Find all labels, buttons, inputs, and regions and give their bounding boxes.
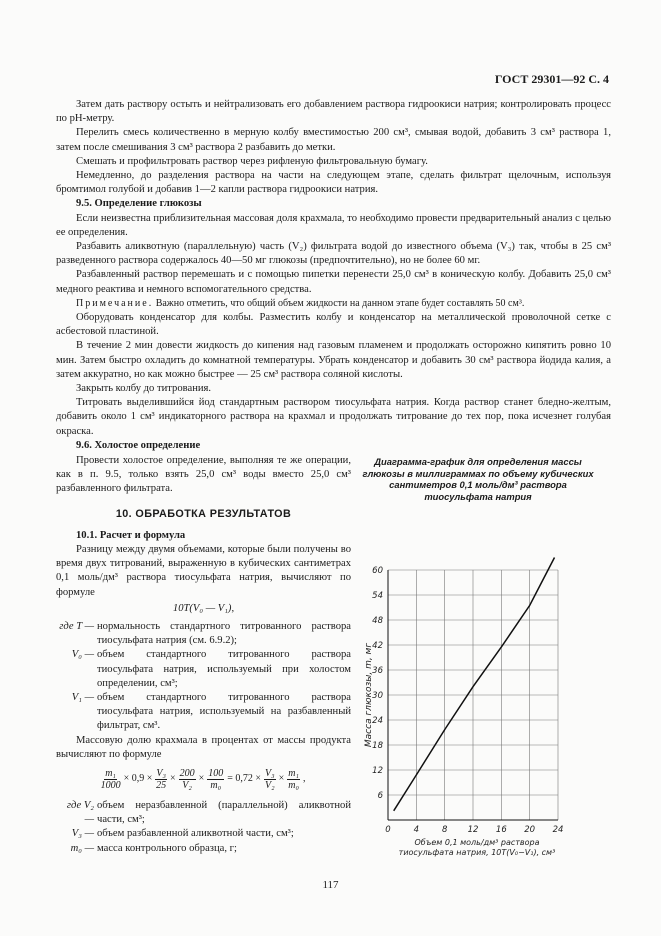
main-text-block [56,98,611,453]
definition-item [56,648,351,691]
left-column [56,454,351,856]
definition-symbol: m₀ — [70,842,94,854]
definition-text: объем стандартного титрованного раствора тиосульфата натрия, используемый при холостом определении, см³; [97,649,351,689]
note-text: Важно отметить, что общий объем жидкости на данном этапе будет составлять 50 см³. [153,297,525,309]
chart-y-tick-label: 42 [372,641,383,651]
chart-y-tick-label: 48 [372,616,383,626]
definition-symbol: V₀ — [71,649,94,661]
paragraph: Массовую долю крахмала в процентах от массы продукта вычисляют по формуле [56,734,351,760]
paragraph: Разбавленный раствор перемешать и с помощью пипетки перенести 25,0 см³ в коническую колбу. Добавить 25,0 см³ медного реактива и немного вспомогательного средства. [56,269,611,295]
chart-title: Диаграмма-график для определения массы глюкозы в миллиграммах по объему кубических сантиметров 0,1 моль/дм³ раствора тиосульфата натрия [362,456,594,502]
chart-ticks [372,566,563,835]
paragraph: Затем дать раствору остыть и нейтрализовать его добавлением раствора гидроокиси натрия; контролировать процесс по рН-метру. [56,99,611,125]
fraction: $\frac{\text{V₃}}{\text{V₂}}$ [265,768,275,792]
definition-item [56,827,351,841]
formula-difference: 10T(V₀ — V₁), [172,602,235,614]
section-heading-10: 10. ОБРАБОТКА РЕЗУЛЬТАТОВ [115,507,292,520]
chart-x-axis-label: Объем 0,1 моль/дм³ раствора [414,838,540,847]
definition-text: масса контрольного образца, г; [97,842,237,854]
chart-y-tick-label: 36 [372,666,383,676]
definition-symbol: V₁ — [71,692,94,704]
definition-text: объем неразбавленной (параллельной) аликвотной части, см³; [97,800,351,826]
section-heading-9-6: 9.6. Холостое определение [76,439,201,451]
paragraph: Разницу между двумя объемами, которые были получены во время двух титрований, выраженную в кубических сантиметрах 0,1 моль/дм³ раствора тиосульфата натрия, вычисляют по формуле [56,544,351,598]
definition-item [56,842,351,856]
fraction: $\frac{\text{m₁}}{1000}$ [100,768,121,792]
page-header: ГОСТ 29301—92 С. 4 [494,72,609,86]
note-label: Примечание. [76,297,154,309]
chart-x-tick-label: 20 [524,825,536,835]
paragraph: Оборудовать конденсатор для колбы. Разместить колбу и конденсатор на металлической проволочной сетке с асбестовой пластиной. [56,312,611,338]
section-heading-10-1: 10.1. Расчет и формула [76,529,186,541]
fraction: $\frac{\text{V₃}}{25}$ [156,768,167,792]
definition-text: нормальность стандартного титрованного раствора тиосульфата натрия (см. 6.9.2); [97,621,351,647]
fraction: $\frac{\text{m₁}}{\text{m₀}}$ [288,768,299,792]
paragraph: Разбавить аликвотную (параллельную) часть (V₂) фильтрата водой до известного объема (V₃) так, чтобы в 25 см³ разведенного раствора содержалось 40—50 мг глюкозы (предпочтительно), но не более 60 мг. [56,241,611,267]
chart-y-tick-label: 6 [377,791,383,801]
fraction: $\frac{200}{\text{V₂}}$ [179,768,195,792]
chart-y-tick-label: 60 [372,566,383,576]
chart-x-tick-label: 24 [552,825,564,835]
section-heading-9-5: 9.5. Определение глюкозы [76,198,202,210]
definition-text: объем разбавленной аликвотной части, см³; [97,828,294,840]
chart-y-tick-label: 24 [372,716,383,726]
definition-symbol: где V₂ — [66,800,94,826]
chart-x-axis-label-line2: тиосульфата натрия, 10T(V₀−V₁), см³ [398,848,556,857]
definition-item [56,799,351,827]
definition-item [56,691,351,734]
paragraph: Закрыть колбу до титрования. [76,383,212,395]
paragraph: Немедленно, до разделения раствора на части на следующем этапе, сделать фильтрат щелочным, используя бромтимол голубой и добавив 1—2 капли раствора гидроокиси натрия. [56,170,611,196]
chart-y-axis-label: Масса глюкозы, m, мг [364,642,374,748]
paragraph: Если неизвестна приблизительная массовая доля крахмала, то необходимо провести предварительный анализ с целью ее определения. [56,212,611,238]
paragraph: Провести холостое определение, выполняя те же операции, как в п. 9.5, только взять 25,0 см³ воды вместо 25,0 см³ разбавленного фильтрата. [56,455,351,495]
chart-series-line [394,558,555,811]
paragraph: В течение 2 мин довести жидкость до кипения над газовым пламенем и продолжать осторожно кипятить ровно 10 мин. Затем быстро охладить до комнатной температуры. Убрать конденсатор и добавить 30 см³ раствора йодида калия, а затем аккуратно, но как можно быстрее — 25 см³ раствора соляной кислоты. [56,340,611,380]
glucose-chart [362,502,594,857]
formula-starch: $\frac{\text{m₁}}{1000}$ × 0,9 × $\frac{\text{V₃}}{25}$ × $\frac{200}{\text{V₂}}$ × $\frac{100}{\text{m₀}}$ = 0,72 × $\frac{\text{V₃}}{\text{V₂}}$ × $\frac{\text{m₁}}{\text{m₀}}$ , [100,768,306,792]
definition-item [56,620,351,648]
chart-y-tick-label: 18 [372,741,383,751]
chart-y-tick-label: 54 [372,591,383,601]
definition-symbol: где T — [59,621,94,633]
chart-y-tick-label: 12 [372,766,383,776]
paragraph: Перелить смесь количественно в мерную колбу вместимостью 200 см³, смывая водой, добавить 3 см³ раствора 1, затем после смешивания 3 см³ раствора 2 разбавить до метки. [56,127,611,153]
definition-symbol: V₃ — [71,828,94,840]
chart-x-tick-label: 12 [467,825,479,835]
chart-x-tick-label: 4 [413,825,420,835]
fraction: $\frac{100}{\text{m₀}}$ [208,768,224,792]
page-number: 117 [322,879,339,891]
note [56,297,611,311]
definition-text: объем стандартного титрованного раствора тиосульфата натрия, используемый на разбавленный фильтрат, см³. [97,692,351,732]
chart-x-tick-label: 8 [441,825,448,835]
paragraph: Титровать выделившийся йод стандартным раствором тиосульфата натрия. Когда раствор станет бледно-желтым, добавить около 1 см³ индикаторного раствора на крахмал и продолжать титрование до тех пор, пока исчезнет голубая окраска. [56,397,611,437]
chart-x-tick-label: 0 [385,825,391,835]
paragraph: Смешать и профильтровать раствор через рифленую фильтровальную бумагу. [76,155,428,167]
chart-x-tick-label: 16 [495,825,507,835]
chart-panel [362,456,594,857]
chart-y-tick-label: 30 [372,691,383,701]
chart-grid [388,570,558,820]
